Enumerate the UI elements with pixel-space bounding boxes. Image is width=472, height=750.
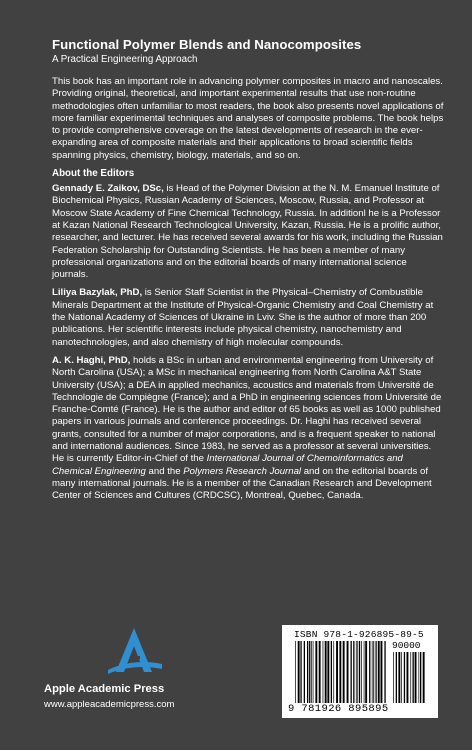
- barcode-bars-addon: [392, 652, 428, 703]
- barcode-bar: [357, 641, 358, 703]
- barcode-bar: [393, 652, 394, 703]
- barcode-bar: [420, 652, 421, 703]
- journal-name-2: Polymers Research Journal: [183, 465, 302, 477]
- editor-name-haghi: A. K. Haghi, PhD,: [52, 354, 131, 366]
- editor-name-bazylak: Liliya Bazylak, PhD,: [52, 287, 143, 299]
- barcode-bar: [311, 641, 312, 703]
- barcode-bar: [407, 652, 409, 703]
- barcode-bar: [325, 641, 327, 703]
- back-cover-text: [52, 37, 444, 509]
- barcode-bar: [373, 641, 374, 703]
- publisher-block: [44, 626, 244, 716]
- journal-name-1: International Journal of Chemoinformatics and Chemical Engineering: [52, 453, 403, 477]
- isbn-barcode: [282, 625, 438, 718]
- barcode-bar: [384, 641, 385, 703]
- barcode-bar: [364, 641, 365, 703]
- publisher-name: Apple Academic Press: [44, 683, 165, 695]
- barcode-bar: [410, 652, 411, 703]
- apple-academic-press-logo-icon: [104, 626, 164, 680]
- barcode-bar: [298, 641, 300, 703]
- book-description: This book has an important role in advancing polymer composites in macro and nanoscales. Providing original, theoretical, and important experimental results that use non-routine methodologies often unfamiliar to most readers, the book also presents novel applications of more familiar experimental techniques and analyses of composite problems. The book helps to provide comprehensive coverage on the latest developments of research in the ever-expanding area of composite materials and their applications to broad scientific fields spanning physics, chemistry, biology, materials, and so on.: [52, 76, 444, 161]
- barcode-bar: [333, 641, 334, 703]
- barcode-bar: [365, 641, 367, 703]
- barcode-bar: [369, 641, 370, 703]
- barcode-bar: [398, 652, 400, 703]
- barcode-bar: [372, 641, 373, 703]
- barcode-bar: [423, 652, 425, 703]
- barcode-bar: [376, 641, 377, 703]
- book-title: Functional Polymer Blends and Nanocomposites: [52, 37, 362, 52]
- barcode-bar: [313, 641, 314, 703]
- barcode-bar: [315, 641, 317, 703]
- barcode-bar: [378, 641, 380, 703]
- barcode-bar: [401, 652, 402, 703]
- barcode-bar: [336, 641, 338, 703]
- editor-name-zaikov: Gennady E. Zaikov, DSc,: [52, 183, 164, 195]
- barcode-bar: [307, 641, 308, 703]
- editor-bio-text-haghi-2: and the: [145, 465, 184, 477]
- barcode-bar: [295, 641, 296, 703]
- barcode-bar: [353, 641, 354, 703]
- barcode-bar: [304, 641, 305, 703]
- barcode-bar: [404, 652, 405, 703]
- editor-bio-text-haghi-3: and on the editorial boards of many international journals. He is a member of the Canadian Research and Development Center of Sciences and Cultures (CRDCSC), Montreal, Quebec, Canada.: [52, 465, 432, 502]
- barcode-bar: [309, 641, 310, 703]
- publisher-website: www.appleacademicpress.com: [44, 699, 175, 710]
- barcode-digits: 9 781926 895895: [288, 703, 389, 715]
- isbn-number: ISBN 978-1-926895-89-5: [294, 629, 424, 640]
- editor-bio-bazylak: [52, 287, 444, 348]
- barcode-bar: [300, 641, 301, 703]
- editor-bio-zaikov: [52, 183, 444, 281]
- editor-bio-haghi: [52, 355, 444, 503]
- book-subtitle: A Practical Engineering Approach: [52, 54, 198, 65]
- barcode-bar: [319, 641, 321, 703]
- barcode-bar: [419, 652, 420, 703]
- barcode-bar: [375, 641, 376, 703]
- barcode-bar: [343, 641, 345, 703]
- price-code: 90000: [392, 640, 421, 651]
- editor-bio-text-zaikov: is Head of the Polymer Division at the N. M. Emanuel Institute of Biochemical Physics, Russian Academy of Sciences, Moscow, Russia, and Professor at Moscow State Academy of Fine Chemical Technology, Russia. In additionl he is a Professor at Kazan National Research Technological University, Kazan, Russia. He is a prolific author, researcher, and lecturer. He has received several awards for his work, including the Russian Federation Scholarship for Outstanding Scientists. He has been a member of many professional organizations and on the editorial boards of many international science journals.: [52, 183, 443, 281]
- barcode-bar: [413, 652, 414, 703]
- barcode-bars-main: [294, 641, 388, 703]
- editor-bio-text-bazylak: is Senior Staff Scientist in the Physical–Chemistry of Combustible Minerals Department at the Institute of Physical-Organic Chemistry and Coal Chemistry at the National Academy of Sciences of Ukraine in Lviv. She is the author of more than 200 publications. Her scientific interests include physical chemistry, nanochemistry and nanotechnologies, and also chemistry of high molecular compounds.: [52, 287, 434, 348]
- barcode-bar: [361, 641, 362, 703]
- editors-heading: About the Editors: [52, 168, 135, 180]
- barcode-bar: [347, 641, 349, 703]
- barcode-bar: [359, 641, 360, 703]
- barcode-bar: [339, 641, 341, 703]
- barcode-bar: [323, 641, 324, 703]
- barcode-bar: [327, 641, 329, 703]
- barcode-bar: [351, 641, 352, 703]
- barcode-bar: [331, 641, 332, 703]
- barcode-bar: [396, 652, 397, 703]
- barcode-bar: [356, 641, 357, 703]
- barcode-bar: [381, 641, 383, 703]
- barcode-bar: [415, 652, 417, 703]
- editor-bio-text-haghi-1: holds a BSc in urban and environmental engineering from University of North Carolina (USA); a MSc in mechanical engineering from North Carolina A&T State University (USA); a DEA in applied mechanics, acoustics and materials from Université de Technologie de Compiègne (France); and a PhD in engineering sciences from Université de Franche-Comté (France). He is the author and editor of 65 books as well as 1000 published papers in various journals and conference proceedings. Dr. Haghi has received several grants, consulted for a number of major corporations, and is a frequent speaker to national and international audiences. Since 1983, he served as a professor at several universities. He is currently Editor-in-Chief of the: [52, 354, 442, 465]
